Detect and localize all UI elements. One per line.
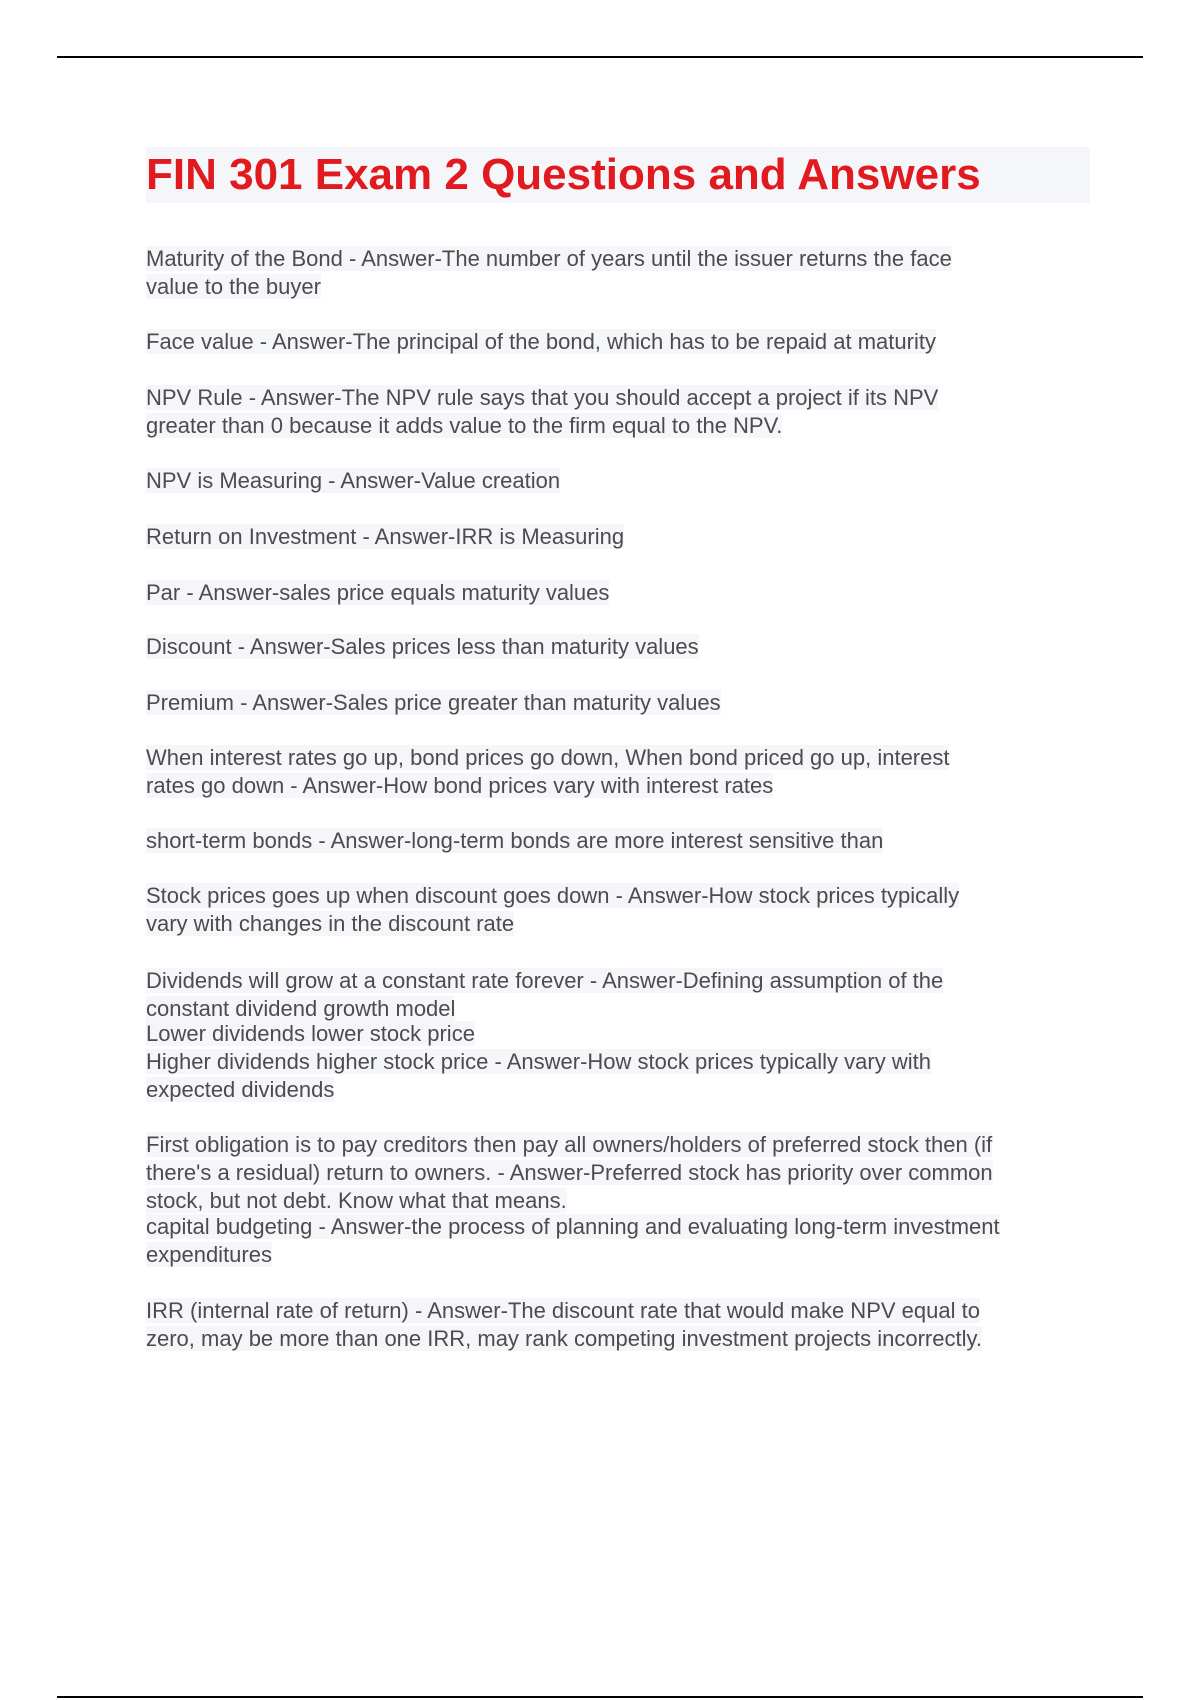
qa-item-text: Premium - Answer-Sales price greater than maturity values [146,690,721,715]
qa-item [146,467,1096,495]
qa-item-text: IRR (internal rate of return) - Answer-The discount rate that would make NPV equal to [146,1298,980,1323]
qa-item-line [146,910,1096,938]
qa-item-line [146,689,1096,717]
qa-item-line [146,412,1096,440]
page-title: FIN 301 Exam 2 Questions and Answers [146,147,1090,203]
qa-item-text: Dividends will grow at a constant rate forever - Answer-Defining assumption of the [146,968,944,993]
qa-item [146,744,1096,800]
qa-item [146,328,1096,356]
top-rule [57,56,1143,58]
qa-item-line [146,995,1096,1023]
qa-item-text: Face value - Answer-The principal of the bond, which has to be repaid at maturity [146,329,936,354]
qa-item-line [146,967,1096,995]
qa-item-line [146,467,1096,495]
qa-item-text: expected dividends [146,1077,335,1102]
qa-item-line [146,1325,1096,1353]
qa-item-line [146,579,1096,607]
qa-item-text: When interest rates go up, bond prices go down, When bond priced go up, interest [146,745,950,770]
qa-item [146,882,1096,938]
qa-item-text: constant dividend growth model [146,996,456,1021]
qa-item-text: short-term bonds - Answer-long-term bonds are more interest sensitive than [146,828,884,853]
qa-item-line [146,882,1096,910]
qa-item-line [146,1131,1096,1159]
qa-item-text: Higher dividends higher stock price - Answer-How stock prices typically vary with [146,1049,931,1074]
qa-item-text: NPV Rule - Answer-The NPV rule says that you should accept a project if its NPV [146,385,939,410]
qa-item-line [146,744,1096,772]
qa-item-line [146,1020,1096,1048]
qa-item [146,1297,1096,1353]
qa-item-text: Par - Answer-sales price equals maturity values [146,580,610,605]
qa-item-line [146,1213,1096,1241]
bottom-rule [57,1696,1143,1698]
qa-item-text: Return on Investment - Answer-IRR is Measuring [146,524,625,549]
qa-item [146,1213,1096,1269]
qa-item-text: there's a residual) return to owners. - Answer-Preferred stock has priority over common [146,1160,993,1185]
qa-item-text: Stock prices goes up when discount goes down - Answer-How stock prices typically [146,883,960,908]
qa-item-text: greater than 0 because it adds value to the firm equal to the NPV. [146,413,783,438]
qa-item-text: expenditures [146,1242,272,1267]
qa-item-text: First obligation is to pay creditors then pay all owners/holders of preferred stock then (if [146,1132,993,1157]
qa-item-line [146,1297,1096,1325]
qa-item [146,245,1096,301]
qa-item-line [146,328,1096,356]
qa-item-text: rates go down - Answer-How bond prices vary with interest rates [146,773,774,798]
qa-item-line [146,1076,1096,1104]
qa-item-text: Discount - Answer-Sales prices less than maturity values [146,634,699,659]
qa-item [146,633,1096,661]
qa-item-text: capital budgeting - Answer-the process of planning and evaluating long-term investment [146,1214,1000,1239]
qa-item-text: stock, but not debt. Know what that means. [146,1188,567,1213]
qa-item-line [146,273,1096,301]
qa-item [146,579,1096,607]
qa-item-line [146,1159,1096,1187]
qa-item [146,1131,1096,1215]
qa-item-text: Maturity of the Bond - Answer-The number of years until the issuer returns the face [146,246,952,271]
qa-item-text: Lower dividends lower stock price [146,1021,475,1046]
qa-item [146,384,1096,440]
qa-item-line [146,1187,1096,1215]
qa-item-line [146,245,1096,273]
qa-item-line [146,1241,1096,1269]
qa-item [146,967,1096,1023]
qa-item-text: value to the buyer [146,274,321,299]
qa-item [146,827,1096,855]
qa-item-line [146,772,1096,800]
qa-item [146,523,1096,551]
qa-item-line [146,384,1096,412]
qa-item [146,689,1096,717]
qa-item [146,1020,1096,1104]
qa-item-text: zero, may be more than one IRR, may rank competing investment projects incorrectly. [146,1326,982,1351]
qa-item-line [146,633,1096,661]
qa-item-line [146,523,1096,551]
qa-item-text: vary with changes in the discount rate [146,911,515,936]
qa-item-line [146,827,1096,855]
qa-item-line [146,1048,1096,1076]
qa-item-text: NPV is Measuring - Answer-Value creation [146,468,561,493]
